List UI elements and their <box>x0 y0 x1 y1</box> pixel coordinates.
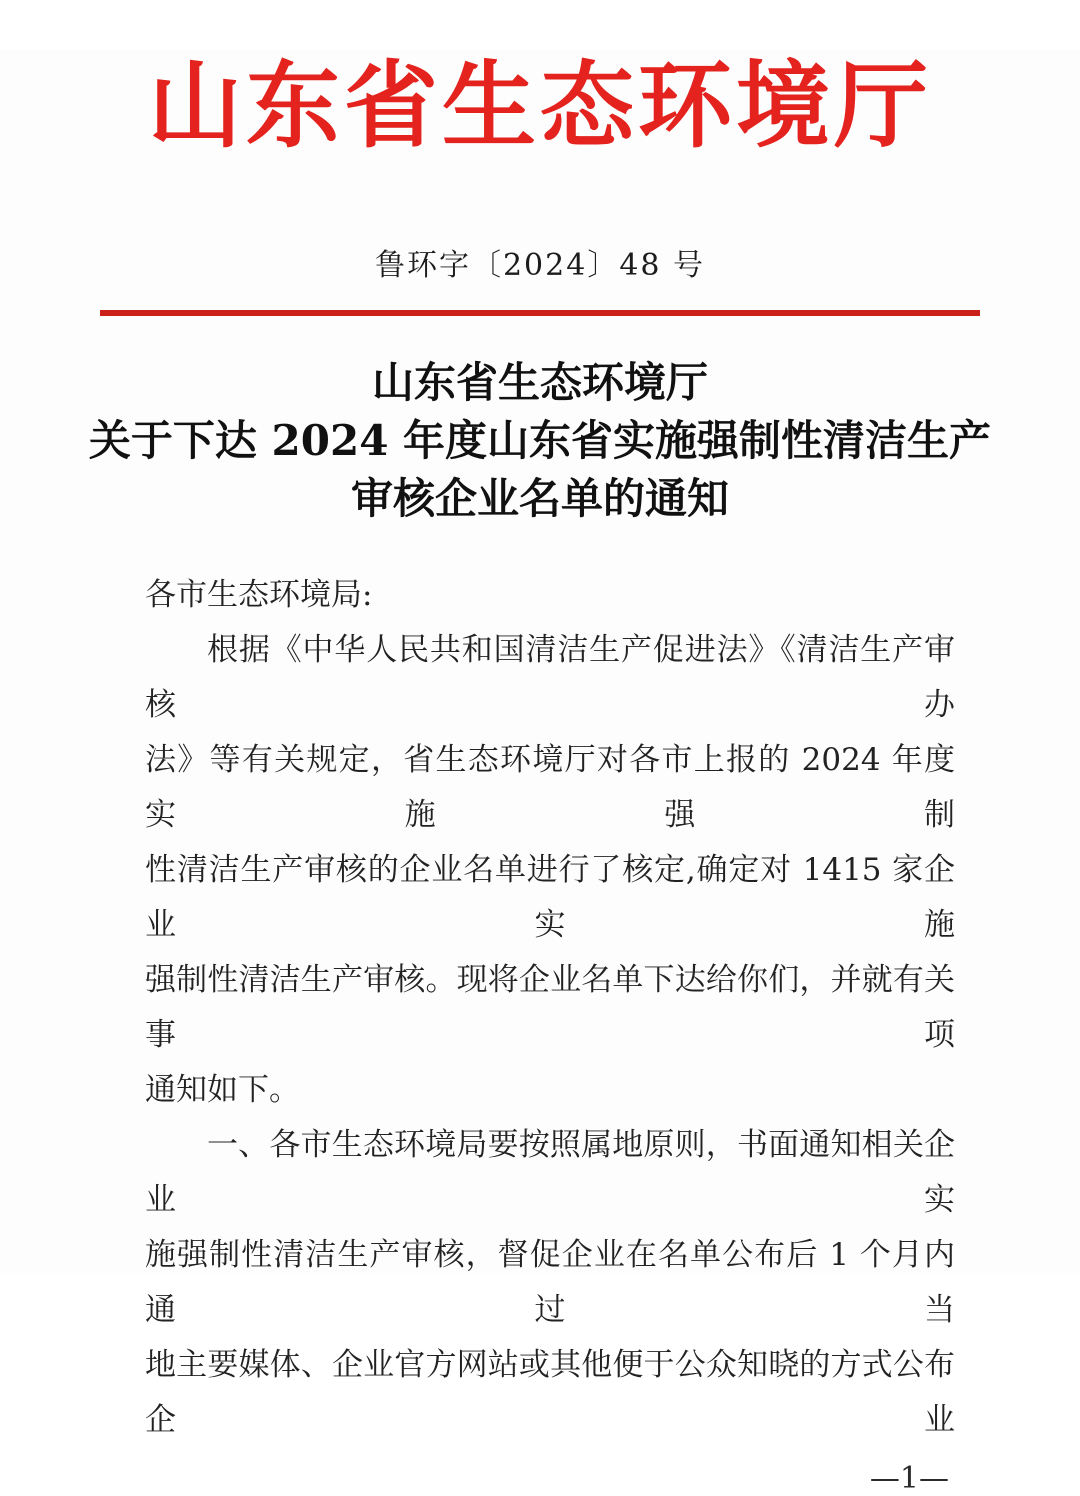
document-title-line3: 审核企业名单的通知 <box>350 474 729 523</box>
body-line: 施强制性清洁生产审核，督促企业在名单公布后 1 个月内通过当 <box>145 1237 955 1328</box>
body-line: 法》等有关规定，省生态环境厅对各市上报的 2024 年度实施强制 <box>145 742 955 833</box>
body-line: 地主要媒体、企业官方网站或其他便于公众知晓的方式公布企业 <box>145 1347 955 1438</box>
document-number: 鲁环字〔2024〕48 号 <box>374 248 706 283</box>
document-title-line2: 关于下达 2024 年度山东省实施强制性清洁生产 <box>88 416 992 465</box>
letterhead-title: 山东省生态环境厅 <box>147 51 932 161</box>
body-line: 强制性清洁生产审核。现将企业名单下达给你们，并就有关事项 <box>145 962 955 1053</box>
document-title <box>0 354 1080 528</box>
document-title-line1: 山东省生态环境厅 <box>371 358 708 407</box>
document-body <box>145 568 955 1448</box>
document-page <box>0 50 1080 1496</box>
body-line: 各市生态环境局: <box>145 577 373 613</box>
body-line: 根据《中华人民共和国清洁生产促进法》《清洁生产审核办 <box>145 632 955 723</box>
body-line: 一、各市生态环境局要按照属地原则，书面通知相关企业实 <box>145 1127 955 1218</box>
page-number: —1— <box>869 1461 949 1496</box>
red-divider-line <box>100 310 980 316</box>
body-line: 通知如下。 <box>145 1072 300 1108</box>
body-line: 性清洁生产审核的企业名单进行了核定,确定对 1415 家企业实施 <box>145 852 955 943</box>
